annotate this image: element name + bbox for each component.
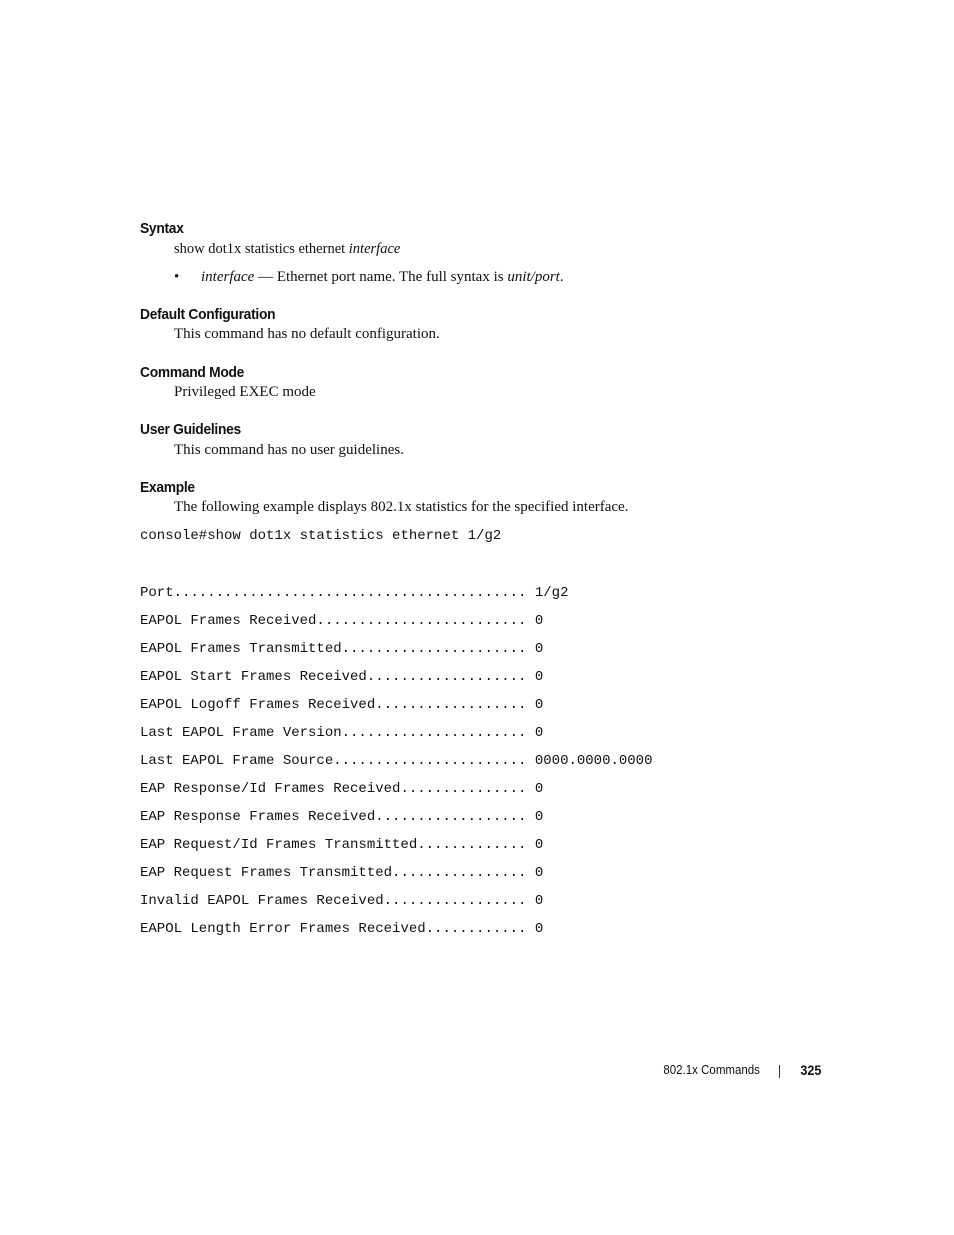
example-command: console#show dot1x statistics ethernet 1/g2	[140, 528, 502, 544]
syntax-param-item	[201, 269, 564, 286]
output-line: EAP Response Frames Received.................. 0	[140, 809, 544, 825]
output-line: EAPOL Start Frames Received................... 0	[140, 669, 544, 685]
syntax-param-desc: — Ethernet port name. The full syntax is	[254, 269, 508, 285]
user-guidelines-heading: User Guidelines	[140, 421, 241, 438]
output-line: EAPOL Frames Received......................... 0	[140, 613, 544, 629]
output-line: EAPOL Logoff Frames Received.................. 0	[140, 697, 544, 713]
syntax-param-end: .	[559, 269, 564, 285]
output-line: EAPOL Length Error Frames Received............ 0	[140, 921, 544, 937]
syntax-heading: Syntax	[140, 220, 184, 237]
syntax-command-line	[174, 241, 400, 258]
output-line: EAP Response/Id Frames Received............... 0	[140, 781, 544, 797]
output-line: EAP Request/Id Frames Transmitted............. 0	[140, 837, 544, 853]
output-line: Last EAPOL Frame Version...................... 0	[140, 725, 544, 741]
default-config-text: This command has no default configuration.	[174, 326, 440, 342]
bullet-icon: •	[174, 269, 180, 285]
output-line: EAPOL Frames Transmitted...................... 0	[140, 641, 544, 657]
syntax-param-syntax: unit/port	[507, 269, 560, 285]
output-line: EAP Request Frames Transmitted................ 0	[140, 865, 544, 881]
output-line: Port.......................................... 1/g2	[140, 585, 569, 601]
command-mode-text: Privileged EXEC mode	[174, 384, 316, 400]
footer-divider	[779, 1065, 780, 1078]
footer-section-title: 802.1x Commands	[663, 1063, 760, 1077]
syntax-command-arg: interface	[348, 241, 401, 257]
example-text: The following example displays 802.1x statistics for the specified interface.	[174, 499, 629, 515]
output-line: Invalid EAPOL Frames Received................. 0	[140, 893, 544, 909]
output-line: Last EAPOL Frame Source....................... 0000.0000.0000	[140, 753, 653, 769]
user-guidelines-text: This command has no user guidelines.	[174, 442, 404, 458]
page-number: 325	[799, 1062, 821, 1078]
page-footer	[600, 1062, 821, 1080]
syntax-param-name: interface	[201, 269, 255, 285]
syntax-command: show dot1x statistics ethernet	[174, 241, 346, 257]
default-config-heading: Default Configuration	[140, 306, 276, 323]
command-mode-heading: Command Mode	[140, 364, 245, 381]
example-heading: Example	[140, 479, 195, 496]
